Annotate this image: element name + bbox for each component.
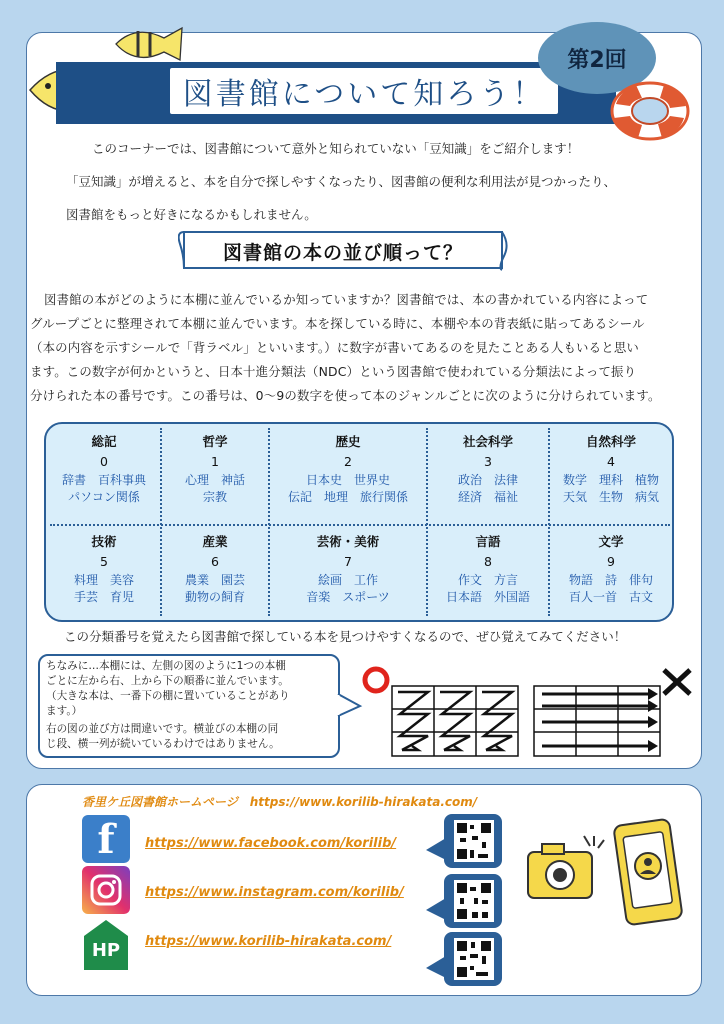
intro-line-3: 図書館をもっと好きになるかもしれません。 (66, 207, 317, 222)
class-number: 6 (211, 554, 219, 569)
intro-line-2: 「豆知識」が増えると、本を自分で探しやすくなったり、図書館の便利な利用法が見つかったり、 (66, 174, 617, 189)
class-examples: パソコン関係 (68, 490, 140, 504)
class-number: 0 (100, 454, 108, 469)
wrong-shelf-diagram (530, 660, 696, 762)
class-number: 9 (607, 554, 615, 569)
body-line-4: ます。この数字が何かというと、日本十進分類法（NDC）という図書館で使われている分類法によって振り (30, 364, 637, 379)
class-3-cell (428, 432, 548, 506)
camera-icon (522, 830, 612, 910)
class-number: 1 (211, 454, 219, 469)
class-name: 総記 (91, 434, 117, 449)
class-examples: 心理 神話 (184, 473, 245, 487)
facebook-icon[interactable]: f (82, 815, 130, 863)
remember-text: この分類番号を覚えたら図書館で探している本を見つけやすくなるので、ぜひ覚えてみてください！ (64, 629, 627, 644)
class-examples: 作文 方言 (457, 573, 518, 587)
class-examples: 音楽 スポーツ (306, 590, 390, 604)
homepage-qr-code[interactable] (424, 930, 506, 988)
facebook-qr-code[interactable] (424, 812, 506, 870)
note-line: ます。） (46, 705, 83, 717)
note-line: ちなみに…本棚には、左側の図のように1つの本棚 (46, 660, 286, 672)
class-5-cell (48, 532, 160, 606)
class-number: 3 (484, 454, 492, 469)
note-line: （大きな本は、一番下の棚に置いていることがあり (46, 690, 290, 702)
class-2-cell (270, 432, 426, 506)
body-line-1: 図書館の本がどのように本棚に並んでいるか知っていますか？図書館では、本の書かれている内容によって (44, 292, 649, 307)
body-line-2: グループごとに整理されて本棚に並んでいます。本を探している時に、本棚や本の背表紙に貼ってあるシール (30, 316, 645, 331)
instagram-qr-code[interactable] (424, 872, 506, 930)
class-number: 2 (344, 454, 352, 469)
class-name: 技術 (91, 534, 117, 549)
class-0-cell (48, 432, 160, 506)
class-examples: 政治 法律 (457, 473, 518, 487)
camera-glyph (89, 873, 123, 907)
note-line: じ段、横一列が続いているわけではありません。 (46, 738, 280, 750)
class-examples: 伝記 地理 旅行関係 (287, 490, 408, 504)
class-number: 7 (344, 554, 352, 569)
class-name: 文学 (598, 534, 624, 549)
row-divider (50, 524, 670, 526)
small-fish-illustration (112, 22, 188, 66)
class-examples: 数学 理科 植物 (562, 473, 659, 487)
class-examples: 料理 美容 (73, 573, 134, 587)
class-examples: 辞書 百科事典 (61, 473, 146, 487)
class-number: 8 (484, 554, 492, 569)
class-examples: 手芸 育児 (73, 590, 134, 604)
class-examples: 物語 詩 俳句 (568, 573, 653, 587)
class-examples: 日本語 外国語 (445, 590, 530, 604)
note-line: ごとに左から右、上から下の順番に並んでいます。 (46, 675, 289, 687)
class-name: 産業 (202, 534, 228, 549)
correct-mark-icon (365, 669, 387, 691)
correct-shelf-diagram (358, 660, 524, 762)
wrong-mark-icon (664, 670, 690, 694)
section-heading-scroll (178, 228, 508, 274)
class-9-cell (550, 532, 672, 606)
class-examples: 宗教 (202, 490, 227, 504)
body-line-3: （本の内容を示すシールで「背ラベル」といいます。）に数字が書いてあるのを見たことある人もいると思い (30, 340, 640, 355)
classification-table (44, 422, 674, 622)
class-examples: 百人一首 古文 (568, 590, 653, 604)
class-6-cell (162, 532, 268, 606)
homepage-icon[interactable] (82, 918, 130, 970)
class-examples: 農業 園芸 (184, 573, 245, 587)
class-name: 芸術・美術 (316, 534, 380, 549)
instagram-link[interactable]: https://www.instagram.com/korilib/ (145, 885, 404, 900)
class-name: 自然科学 (585, 434, 636, 449)
class-examples: 経済 福祉 (457, 490, 518, 504)
homepage-label[interactable]: 香里ケ丘図書館ホームページ https://www.korilib-hirakata.com/ (82, 795, 478, 809)
homepage-icon-label: HP (91, 940, 121, 961)
class-examples: 日本史 世界史 (305, 473, 390, 487)
class-number: 5 (100, 554, 108, 569)
class-examples: 動物の飼育 (184, 590, 245, 604)
episode-badge-text: 第2回 (567, 47, 627, 73)
class-number: 4 (607, 454, 615, 469)
class-name: 言語 (475, 534, 501, 549)
intro-line-1: このコーナーでは、図書館について意外と知られていない「豆知識」をご紹介します！ (92, 141, 580, 156)
class-examples: 絵画 工作 (317, 573, 378, 587)
class-name: 社会科学 (462, 434, 513, 449)
facebook-link[interactable]: https://www.facebook.com/korilib/ (145, 836, 397, 851)
homepage-link[interactable]: https://www.korilib-hirakata.com/ (145, 934, 392, 949)
page-title: 図書館について知ろう！ (182, 77, 546, 112)
class-8-cell (428, 532, 548, 606)
class-examples: 天気 生物 病気 (562, 490, 659, 504)
class-name: 歴史 (335, 434, 361, 449)
note-line: 右の図の並び方は間違いです。横並びの本棚の同 (46, 723, 279, 735)
section-heading: 図書館の本の並び順って？ (222, 241, 463, 264)
class-4-cell (550, 432, 672, 506)
class-name: 哲学 (202, 434, 228, 449)
lifebuoy-illustration (606, 78, 694, 144)
body-line-5: 分けられた本の番号です。この番号は、0～9の数字を使って本のジャンルごとに次のように分けられています。 (30, 388, 661, 403)
class-7-cell (270, 532, 426, 606)
title-box (168, 66, 560, 116)
instagram-icon[interactable] (82, 866, 130, 914)
class-1-cell (162, 432, 268, 506)
note-bubble (38, 654, 340, 758)
smartphone-icon (610, 818, 686, 928)
